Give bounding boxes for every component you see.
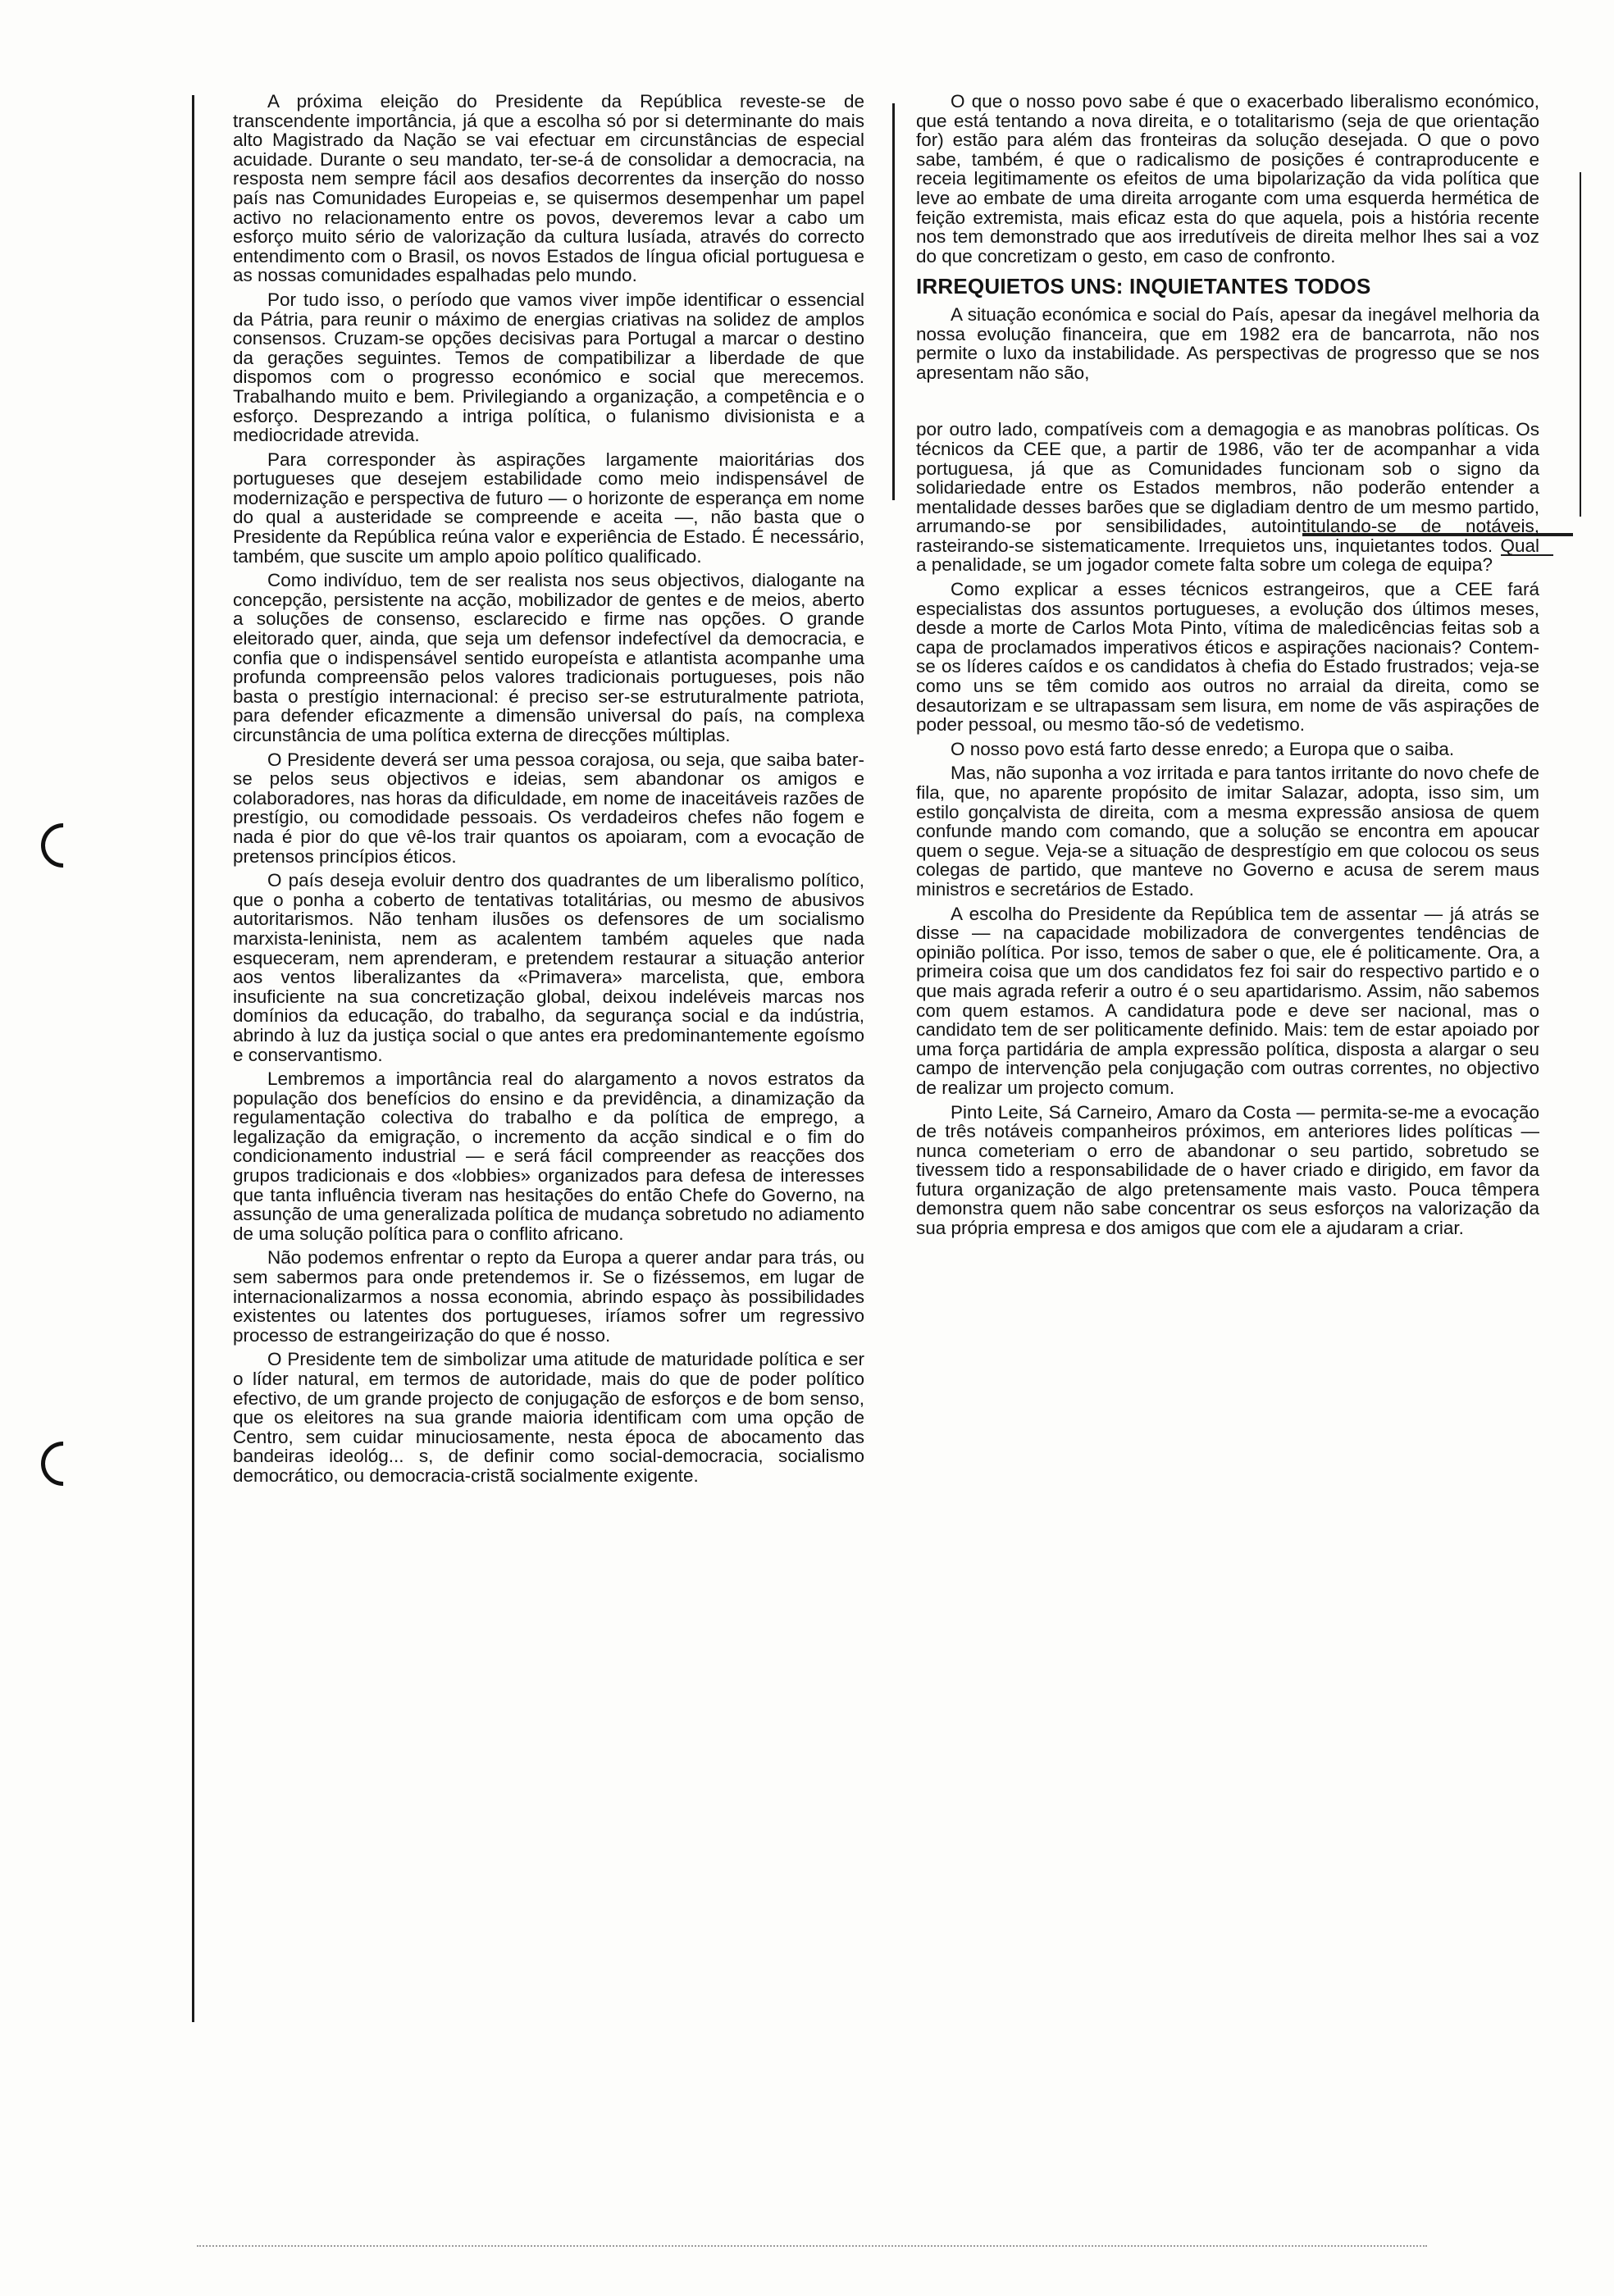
left-margin-rule	[192, 95, 194, 2022]
paragraph: Pinto Leite, Sá Carneiro, Amaro da Costa — permita-se-me a evocação de três notáveis companheiros próximos, em anteriores lides políticas — nunca cometeriam o erro de abandonar o seu partido, sobretudo se tivessem tido a responsabilidade de o haver criado e dirigido, em favor da futura organização de algo pretensamente mais vasto. Pouca têmpera demonstra quem não sabe concentrar os seus esforços na valorização da sua própria empresa e dos amigos que com ele a ajudaram a criar.	[916, 1101, 1539, 1239]
article-right-column	[916, 92, 1539, 1243]
paragraph: O Presidente tem de simbolizar uma atitude de maturidade política e ser o líder natural, em termos de autoridade, mais do que de poder político efectivo, de um grande projecto de conjugação de esforços e de bom senso, que os eleitores na sua grande maioria identificam com uma opção de Centro, sem cuidar minuciosamente, nesta época de abocamento das bandeiras ideológ... s, de definir como social-democracia, socialismo democrático, ou democracia-cristã socialmente exigente.	[233, 1349, 864, 1486]
paragraph: Para corresponder às aspirações largamente maioritárias dos portugueses que desejem estabilidade como meio indispensável de modernização e perspectiva de futuro — o horizonte de esperança em nome do qual a austeridade se compreende e aceita —, não basta que o Presidente da República reúna valor e experiência de Estado. É necessário, também, que suscite um amplo apoio político qualificado.	[233, 449, 864, 567]
paragraph: A escolha do Presidente da República tem de assentar — já atrás se disse — na capacidade mobilizadora de convergentes tendências de opinião política. Por isso, temos de saber o que, ele é politicamente. Ora, a primeira coisa que um dos candidatos fez foi sair do respectivo partido e o que mais agrada referir a outro é o seu apartidarismo. Assim, não sabemos com quem estamos. A candidatura pode e deve ser nacional, mas o candidato tem de ser politicamente definido. Mais: tem de estar apoiado por uma força partidária de ampla expressão política, disposta a alargar o seu campo de intervenção pela conjugação com outras correntes, no objectivo de realizar um projecto comum.	[916, 903, 1539, 1098]
column-divider-rule	[892, 103, 895, 500]
paragraph: A próxima eleição do Presidente da República reveste-se de transcendente importância, já que a escolha só por si determinante do mais alto Magistrado da Nação se vai efectuar em circunstâncias de especial acuidade. Durante o seu mandato, ter-se-á de consolidar a democracia, na resposta nem sempre fácil aos desafios decorrentes da inserção do nosso país nas Comunidades Europeias e, se quisermos desempenhar um papel activo no relacionamento entre os povos, deveremos levar a cabo um esforço muito sério de valorização da cultura lusíada, através do correcto entendimento com o Brasil, os novos Estados de língua oficial portuguesa e as nossas comunidades espalhadas pelo mundo.	[233, 91, 864, 286]
section-subheading: IRREQUIETOS UNS: INQUIETANTES TODOS	[916, 274, 1371, 299]
paragraph: O que o nosso povo sabe é que o exacerbado liberalismo económico, que está tentando a nova direita, e o totalitarismo (seja de que orientação for) estão para além das fronteiras da solução desejada. O que o povo sabe, também, é que o radicalismo de posições é contraproducente e receia legitimamente os efeitos de uma bipolarização da vida política que leve ao embate de uma direita arrogante com uma esquerda hermética de feição extremista, mais eficaz esta do que aquela, pois a história recente nos tem demonstrado que aos irredutíveis de direita melhor lhes sai a voz do que concretizam o gesto, em caso de confronto.	[916, 91, 1539, 266]
paragraph: O Presidente deverá ser uma pessoa corajosa, ou seja, que saiba bater-se pelos seus objectivos e ideias, sem abandonar os amigos e colaboradores, nas horas da dificuldade, em nome de inaceitáveis razões de prestígio, ou comodidade pessoais. Os verdadeiros chefes não fogem e nada é pior do que vê-los trair quantos os apoiaram, com a evocação de pretensos princípios éticos.	[233, 749, 864, 867]
punch-hole-mark-upper	[32, 814, 94, 877]
punch-hole-mark-lower	[32, 1433, 94, 1495]
paragraph: por outro lado, compatíveis com a demagogia e as manobras políticas. Os técnicos da CEE que, a partir de 1986, vão ter de acompanhar a vida portuguesa, já que as Comunidades funcionam sob o signo da solidariedade entre os Estados membros, não poderão entender a mentalidade desses barões que se digladiam dentro de um mesmo partido, arrumando-se por sensibilidades, autointitulando-se de notáveis, rasteirando-se sistematicamente. Irrequietos uns, inquietantes todos. Qual a penalidade, se um jogador comete falta sobre um colega de equipa?	[916, 419, 1539, 576]
paragraph: Por tudo isso, o período que vamos viver impõe identificar o essencial da Pátria, para reunir o máximo de energias criativas na solidez de amplos consensos. Cruzam-se opções decisivas para Portugal a marcar o destino da gerações seguintes. Temos de compatibilizar a liberdade de que dispomos com o progresso económico e social que merecemos. Trabalhando muito e bem. Privilegiando a organização, a competência e o esforço. Desprezando a intriga política, o fulanismo divisionista e a mediocridade atrevida.	[233, 289, 864, 446]
paragraph: Não podemos enfrentar o repto da Europa a querer andar para trás, ou sem sabermos para onde pretendemos ir. Se o fizéssemos, em lugar de internacionalizarmos a nossa economia, abrindo espaço às possibilidades existentes ou latentes dos portugueses, iríamos sofrer um regressivo processo de estrangeirização do que é nosso.	[233, 1247, 864, 1346]
paragraph: O país deseja evoluir dentro dos quadrantes de um liberalismo político, que o ponha a coberto de tentativas totalitárias, ou mesmo de abusivos autoritarismos. Não tenham ilusões os defensores de um socialismo marxista-leninista, nem as acalentem também aqueles que nada esqueceram, nem aprenderam, e pretendem restaurar a situação anterior aos ventos liberalizantes da «Primavera» marcelista, que, embora insuficiente na sua concretização global, deixou indeléveis marcas nos domínios da educação, do trabalho, da segurança social e da indústria, abrindo à luz da justiça social o que antes era predominantemente egoísmo e conservantismo.	[233, 870, 864, 1065]
paragraph: Como explicar a esses técnicos estrangeiros, que a CEE fará especialistas dos assuntos portugueses, a evolução dos últimos meses, desde a morte de Carlos Mota Pinto, vítima de maledicências feitas sob a capa de proclamados imperativos éticos e aspirações nacionais? Contem-se os líderes caídos e os candidatos à chefia do Estado frustrados; veja-se como uns se têm comido aos outros no arraial da direita, como se desautorizam e se ultrapassam sem lisura, em nome de vãs aspirações de poder pessoal, ou mesmo tão-só de vedetismo.	[916, 579, 1539, 736]
right-edge-rule	[1580, 172, 1581, 517]
paragraph: Como indivíduo, tem de ser realista nos seus objectivos, dialogante na concepção, persistente na acção, mobilizador de gentes e de meios, aberto a soluções de consenso, esclarecido e firme nas opções. O grande eleitorado quer, ainda, que seja um defensor indefectível da democracia, e confia que o indispensável sentido europeísta e atlantista acompanhe uma profunda compreensão pelos valores tradicionais portugueses, pois não basta o prestígio internacional: é preciso ser-se estruturalmente patriota, para defender eficazmente a dimensão universal do país, na complexa circunstância de uma política externa de direcções múltiplas.	[233, 570, 864, 745]
bottom-scan-specks	[197, 2245, 1427, 2248]
article-left-column	[233, 92, 864, 1491]
paragraph: O nosso povo está farto desse enredo; a Europa que o saiba.	[951, 738, 1455, 759]
paragraph: A situação económica e social do País, apesar da inegável melhoria da nossa evolução financeira, que em 1982 era de bancarrota, não nos permite o luxo da instabilidade. As perspectivas de progresso que se nos apresentam não são,	[916, 303, 1539, 383]
paragraph: Lembremos a importância real do alargamento a novos estratos da população dos benefícios do ensino e da previdência, a dinamização da regulamentação colectiva do trabalho e da política de emprego, a legalização da emigração, o incremento da acção sindical e o fim do condicionamento industrial — e será fácil compreender as reacções dos grupos tradicionais e dos «lobbies» organizados para defesa de interesses que tanta influência tiveram nas hesitações do então Chefe do Governo, na assunção de uma generalizada política de mudança sobretudo no adiamento de uma solução política para o conflito africano.	[233, 1068, 864, 1244]
paragraph: Mas, não suponha a voz irritada e para tantos irritante do novo chefe de fila, que, no aparente propósito de imitar Salazar, adopta, isso sim, um estilo gonçalvista de direita, com a mesma expressão ansiosa de quem confunde mando com comando, que a solução se encontra em apoucar quem o segue. Veja-se a situação de desprestígio em que colocou os seus colegas de partido, que manteve no Governo e acusa de serem maus ministros e secretários de Estado.	[916, 763, 1539, 900]
